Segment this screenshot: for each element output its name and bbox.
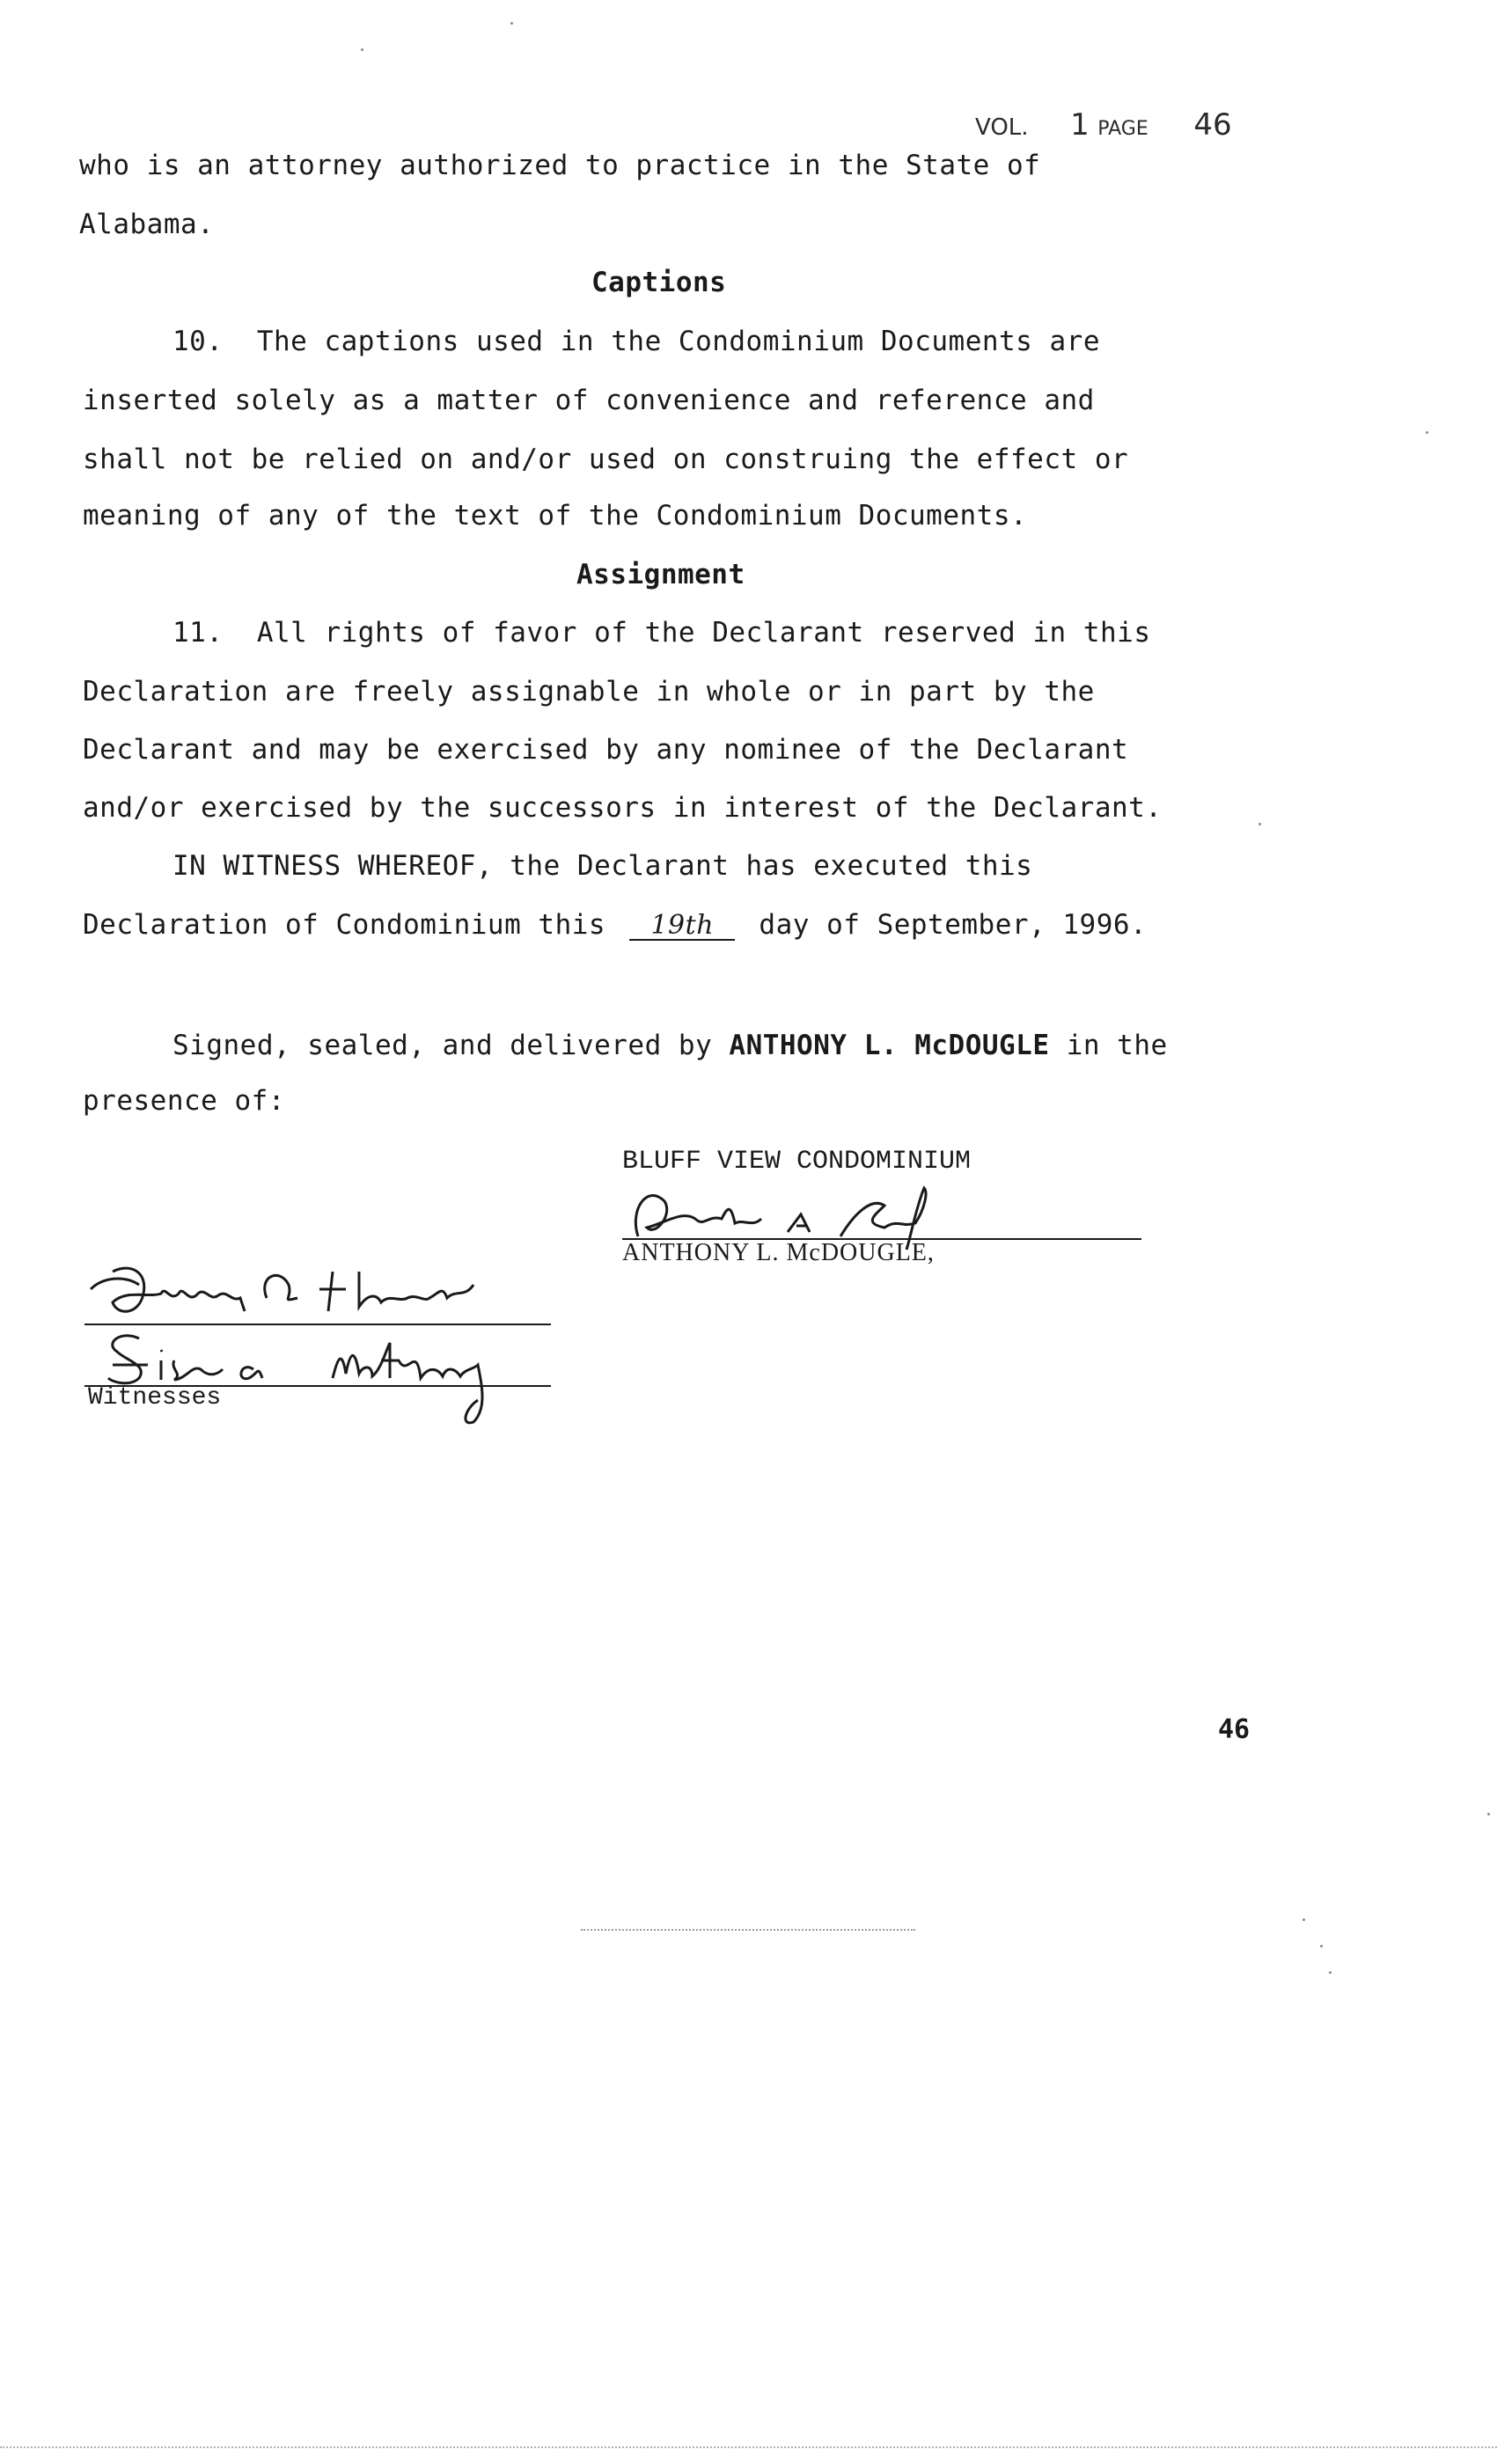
- captions-line-1: 10. The captions used in the Condominium Documents are: [172, 326, 1100, 357]
- scan-speck: [1426, 431, 1428, 434]
- vol-label: VOL: [975, 114, 1022, 141]
- intro-line-2: Alabama.: [79, 209, 215, 240]
- witness-signature-1: [77, 1250, 500, 1329]
- witnesses-label: Witnesses: [88, 1384, 222, 1412]
- signed-clause-line-2: presence of:: [83, 1085, 285, 1117]
- scan-noise-strip: [581, 1929, 915, 1931]
- signed-clause-suffix: in the: [1066, 1030, 1168, 1061]
- captions-line-4: meaning of any of the text of the Condominium Documents.: [83, 500, 1028, 532]
- page-label: PAGE: [1097, 118, 1148, 140]
- vol-number: 1: [1070, 107, 1090, 143]
- assignment-line-1: 11. All rights of favor of the Declarant reserved in this: [172, 617, 1151, 649]
- scan-speck: [361, 48, 363, 51]
- witness-clause-text-before: Declaration of Condominium this: [83, 909, 606, 941]
- signed-clause-name: ANTHONY L. McDOUGLE: [729, 1030, 1050, 1061]
- captions-line-2: inserted solely as a matter of convenience and reference and: [83, 385, 1095, 416]
- assignment-line-4: and/or exercised by the successors in interest of the Declarant.: [83, 792, 1163, 824]
- signed-clause-line-1: [172, 1030, 1168, 1061]
- scan-speck: [1320, 1945, 1323, 1947]
- scan-speck: [1329, 1971, 1332, 1974]
- signed-clause-prefix: Signed, sealed, and delivered by: [172, 1030, 713, 1061]
- captions-line-3: shall not be relied on and/or used on construing the effect or: [83, 444, 1129, 475]
- witness-clause-line-1: IN WITNESS WHEREOF, the Declarant has executed this: [172, 850, 1033, 882]
- witness-clause-text-after: day of September, 1996.: [759, 909, 1148, 941]
- assignment-line-3: Declarant and may be exercised by any nominee of the Declarant: [83, 734, 1129, 766]
- footer-page-number: 46: [1218, 1714, 1251, 1745]
- captions-heading: Captions: [591, 267, 727, 298]
- witness-clause-line-2: [83, 909, 1147, 941]
- intro-line-1: who is an attorney authorized to practice in the State of: [79, 150, 1041, 181]
- witness-signature-2: [86, 1325, 561, 1440]
- scan-speck: [1303, 1918, 1305, 1921]
- entity-name: BLUFF VIEW CONDOMINIUM: [622, 1147, 972, 1177]
- assignment-heading: Assignment: [576, 559, 745, 590]
- volume-page-stamp: VOL. 1 PAGE 46: [975, 107, 1232, 143]
- handwritten-day: 19th: [629, 913, 735, 941]
- assignment-line-2: Declaration are freely assignable in whole or in part by the: [83, 676, 1095, 708]
- scan-speck: [1487, 1813, 1490, 1815]
- stamp-page-number: 46: [1193, 107, 1232, 143]
- scan-speck: [1259, 823, 1261, 825]
- scan-bottom-edge: [0, 2446, 1497, 2448]
- signer-name: ANTHONY L. McDOUGLE,: [622, 1239, 935, 1266]
- scan-speck: [510, 22, 513, 25]
